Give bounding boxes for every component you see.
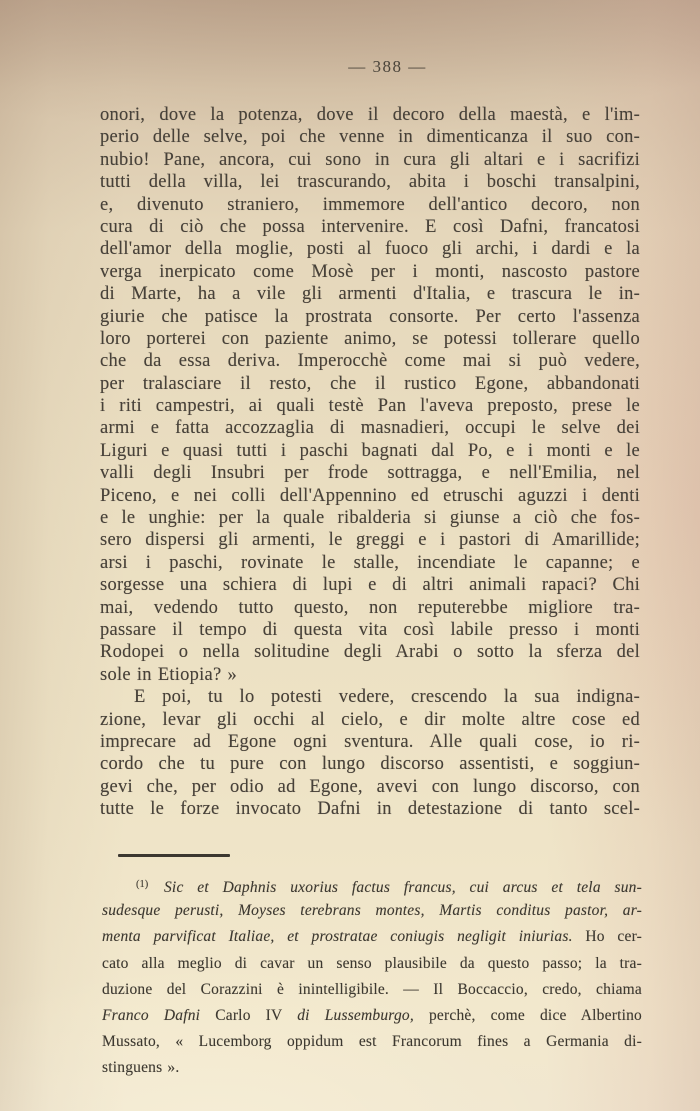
text-line: giurie che patisce la prostrata consorte. Per certo l'assenza — [100, 306, 640, 327]
footnote-text-segment: Mussato, « Lucemborg oppidum est Francorum fines a Germania di- — [102, 1033, 642, 1051]
footnote-text-segment: Carlo IV — [200, 1006, 298, 1024]
text-line: mai, vedendo tutto questo, non reputerebbe migliore tra- — [100, 597, 640, 618]
text-line: loro porterei con paziente animo, se potessi tollerare quello — [100, 328, 640, 349]
text-line: imprecare ad Egone ogni sventura. Alle quali cose, io ri- — [100, 731, 640, 752]
text-line: sorgesse una schiera di lupi e di altri animali rapaci? Chi — [100, 575, 640, 596]
footnote-text-segment: Ho cer- — [572, 928, 642, 946]
text-line: E poi, tu lo potesti vedere, crescendo la sua indigna- — [134, 687, 640, 708]
text-line: cordo che tu pure con lungo discorso assentisti, e soggiun- — [100, 754, 640, 775]
text-line: arsi i paschi, rovinate le stalle, incendiate le capanne; e — [100, 552, 640, 573]
text-line: dell'amor della moglie, posti al fuoco gli archi, i dardi e la — [100, 239, 640, 260]
paragraph-2 — [100, 686, 640, 820]
footnote-text-segment: perchè, come dice Albertino — [413, 1006, 642, 1024]
text-line: che da essa deriva. Imperocchè come mai si può vedere, — [100, 351, 640, 372]
text-line: armi e fatta accozzaglia di masnadieri, occupi le selve dei — [100, 418, 640, 439]
text-line: Piceno, e nei colli dell'Appennino ed etruschi aguzzi i denti — [100, 485, 640, 506]
text-line: onori, dove la potenza, dove il decoro della maestà, e l'im- — [100, 105, 640, 125]
text-line: passare il tempo di questa vita così labile presso i monti — [100, 619, 640, 640]
text-line: cura di ciò che possa intervenire. E così Dafni, francatosi — [100, 216, 640, 237]
text-line: Rodopei o nella solitudine degli Arabi o sotto la sferza del — [100, 642, 640, 663]
text-line: gevi che, per odio ad Egone, avevi con lungo discorso, con — [100, 776, 640, 797]
footnote-line — [102, 898, 642, 924]
text-line: valli degli Insubri per frode sottragga, e nell'Emilia, nel — [100, 463, 640, 484]
text-line: perio delle selve, poi che venne in dimenticanza il suo con- — [100, 127, 640, 148]
text-line: Liguri e quasi tutti i paschi bagnati dal Po, e i monti e le — [100, 440, 640, 461]
footnote-line — [102, 951, 642, 977]
paragraph-1 — [100, 104, 640, 686]
text-line: per tralasciare il resto, che il rustico Egone, abbandonati — [100, 373, 640, 394]
footnote-line — [102, 1029, 642, 1055]
footnote-text-segment: sudesque perusti, Moyses terebrans montes, Martis conditus pastor, ar- — [102, 902, 642, 920]
text-line: e le unghie: per la quale ribalderia si giunse a ciò che fos- — [100, 508, 640, 529]
footnote-line — [102, 1055, 642, 1081]
text-line: e, divenuto straniero, immemore dell'antico decoro, non — [100, 194, 640, 215]
text-line: nubio! Pane, ancora, cui sono in cura gli altari e i sacrifizi — [100, 149, 640, 170]
footnote-text-segment: stinguens ». — [102, 1059, 180, 1077]
footnote-marker: (1) — [136, 879, 149, 890]
footnote-line — [102, 924, 642, 950]
footnote-text-segment: menta parvificat Italiae, et prostratae coniugis negligit iniurias. — [102, 928, 573, 946]
text-line: zione, levar gli occhi al cielo, e dir molte altre cose ed — [100, 709, 640, 730]
footnote-line — [102, 1003, 642, 1029]
footnote-text-segment: Franco Dafni — [102, 1006, 201, 1024]
footnote-text-segment: duzione del Corazzini è inintelligibile. — Il Boccaccio, credo, chiama — [102, 980, 642, 998]
footnote-text-segment: cato alla meglio di cavar un senso plausibile da questo passo; la tra- — [102, 954, 642, 972]
text-line: tutte le forze invocato Dafni in detestazione di tanto scel- — [100, 799, 640, 820]
text-line: i riti campestri, ai quali testè Pan l'aveva preposto, prese le — [100, 396, 640, 417]
footnote-separator — [118, 854, 230, 857]
footnote-text-segment: di Lussemburgo, — [297, 1006, 414, 1024]
footnote-line — [102, 977, 642, 1003]
text-line: sero dispersi gli armenti, le greggi e i pastori di Amarillide; — [100, 530, 640, 551]
text-line: sole in Etiopia? » — [100, 664, 238, 685]
text-line: di Marte, ha a vile gli armenti d'Italia, e trascura le in- — [100, 284, 640, 305]
footnote — [102, 872, 642, 1082]
main-text — [100, 104, 640, 821]
page-number: — 388 — — [348, 57, 427, 76]
text-line: tutti della villa, lei trascurando, abita i boschi transalpini, — [100, 172, 640, 193]
footnote-text-segment: Sic et Daphnis uxorius factus francus, cui arcus et tela sun- — [150, 879, 642, 896]
text-line: verga inerpicato come Mosè per i monti, nascosto pastore — [100, 261, 640, 282]
footnote-line — [102, 872, 642, 898]
